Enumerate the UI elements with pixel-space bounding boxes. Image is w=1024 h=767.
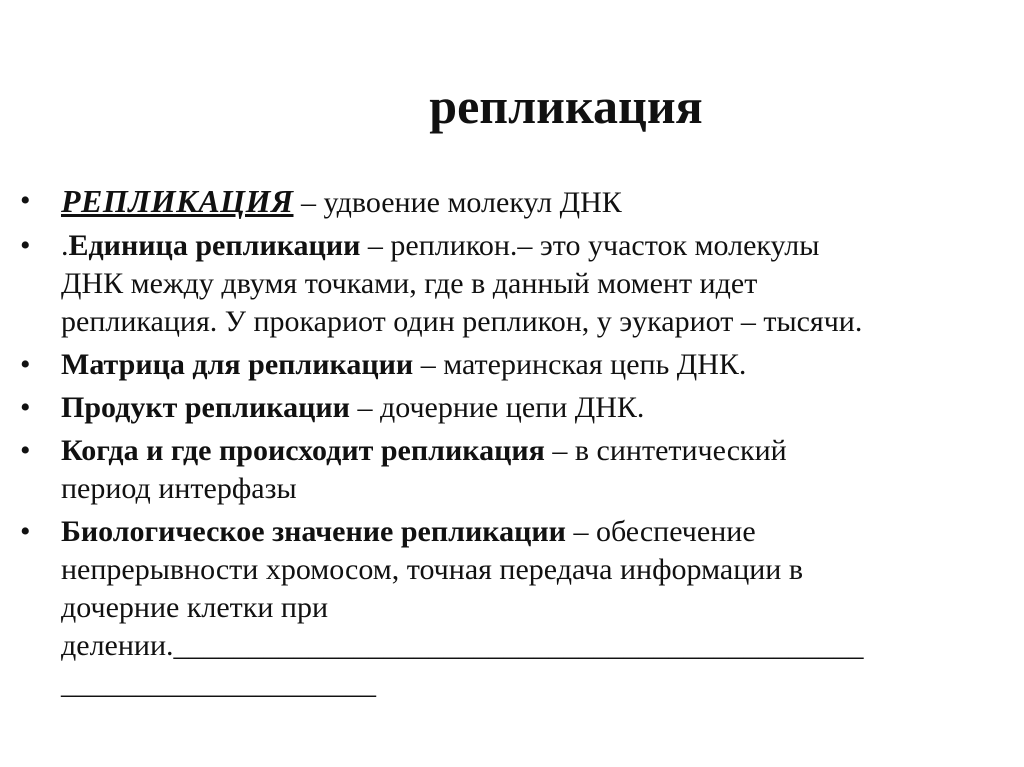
term-replication-product: Продукт репликации (61, 391, 350, 424)
bullet-icon: • (20, 184, 31, 217)
slide-title: репликация (429, 78, 703, 134)
definition-line: ДНК между двумя точками, где в данный момент идет (61, 267, 758, 300)
list-item (20, 513, 995, 703)
term-biological-significance: Биологическое значение репликации (61, 515, 566, 548)
definition-line: период интерфазы (61, 472, 297, 505)
bullet-list (20, 182, 995, 708)
bullet-icon: • (20, 348, 31, 381)
list-item (20, 227, 995, 341)
bullet-icon: • (20, 515, 31, 548)
list-item (20, 182, 995, 222)
definition-line: дочерние клетки при (61, 591, 329, 624)
leading-dot: . (61, 229, 69, 262)
definition-text: – обеспечение (565, 515, 756, 548)
term-replication-unit: Единица репликации (68, 229, 361, 262)
term-replication: РЕПЛИКАЦИЯ (61, 183, 294, 219)
definition-text: – материнская цепь ДНК. (413, 348, 747, 381)
term-replication-when-where: Когда и где происходит репликация (61, 434, 545, 467)
definition-text: – репликон.– это участок молекулы (360, 229, 820, 262)
list-item (20, 432, 995, 508)
list-item (20, 389, 995, 427)
term-replication-template: Матрица для репликации (61, 348, 414, 381)
definition-text: – дочерние цепи ДНК. (349, 391, 645, 424)
definition-text: – в синтетический (544, 434, 787, 467)
definition-text: – удвоение молекул ДНК (293, 186, 622, 219)
definition-line: непрерывности хромосом, точная передача информации в (61, 553, 804, 586)
bullet-icon: • (20, 229, 31, 262)
bullet-icon: • (20, 391, 31, 424)
definition-line-blank: делении.______________________________________________ (61, 629, 864, 662)
definition-line-blank: _____________________ (61, 667, 376, 700)
bullet-icon: • (20, 434, 31, 467)
definition-line: репликация. У прокариот один репликон, у эукариот – тысячи. (61, 305, 863, 338)
list-item (20, 346, 995, 384)
